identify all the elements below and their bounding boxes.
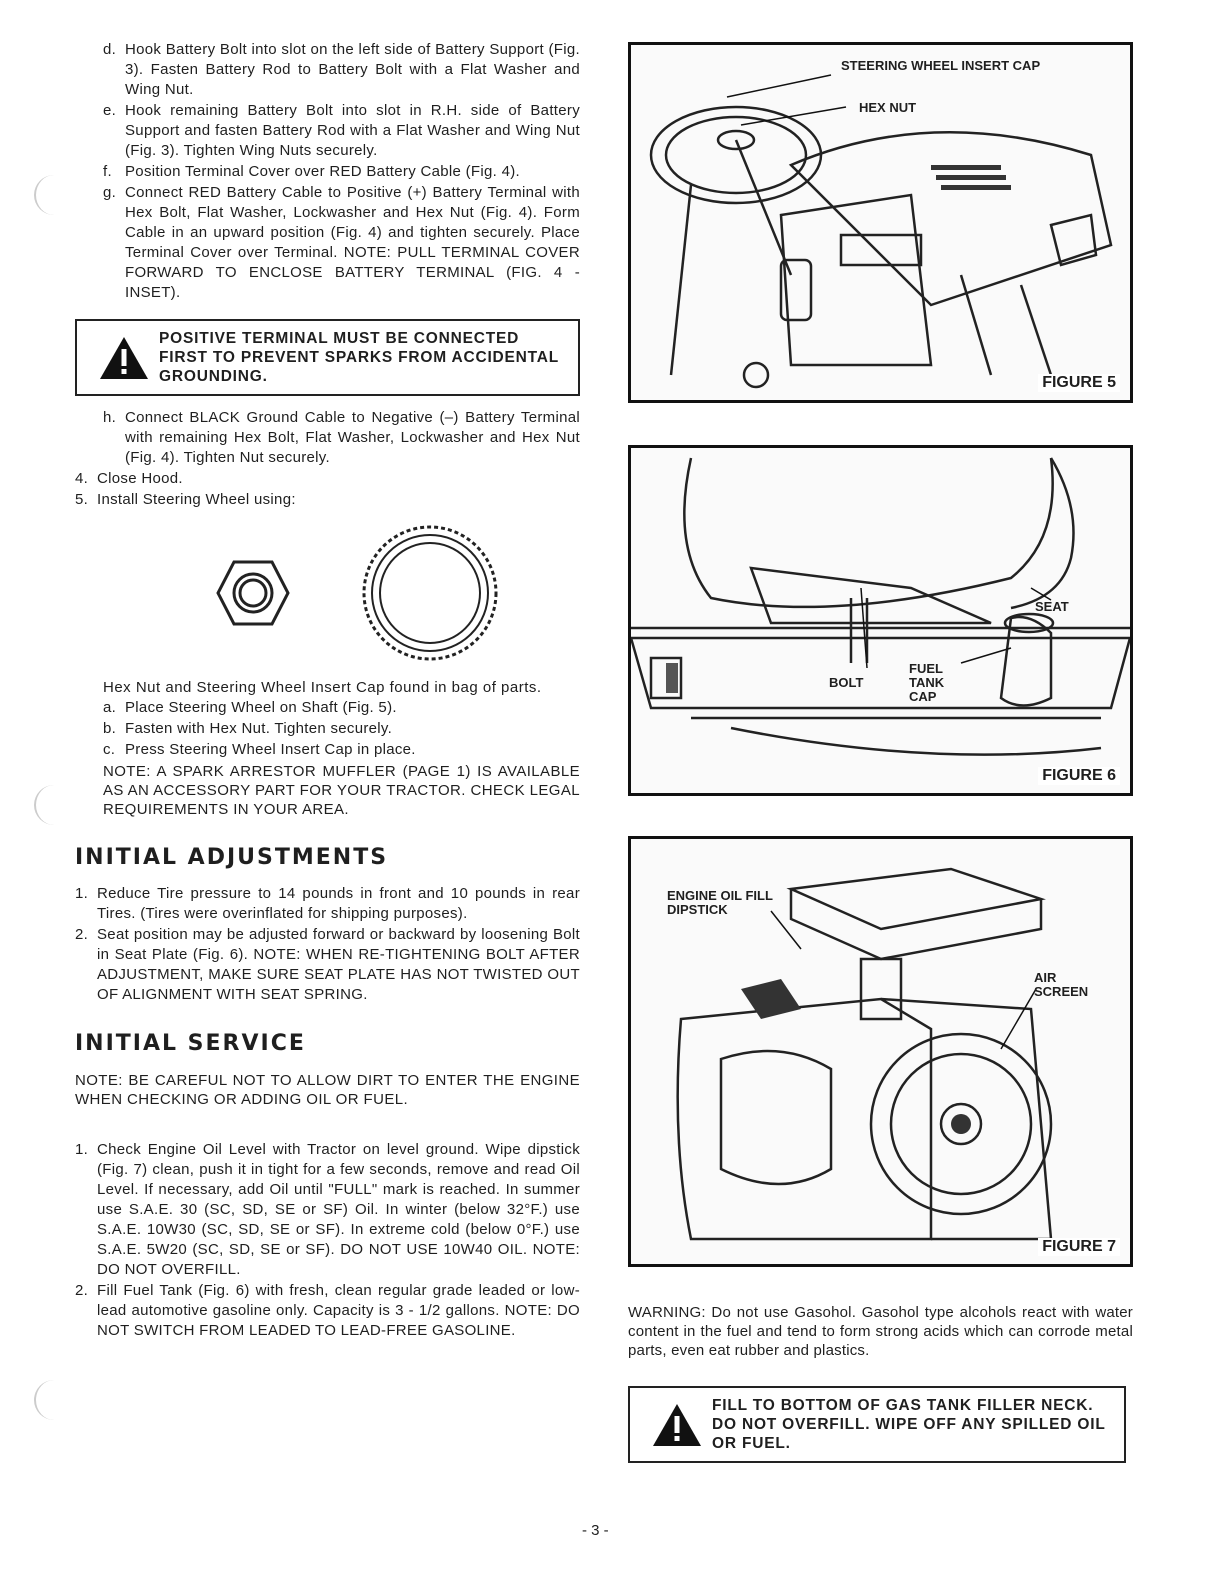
warning-text: POSITIVE TERMINAL MUST BE CONNECTED FIRST TO PREVENT SPARKS FROM ACCIDENTAL GROUNDING. bbox=[159, 330, 559, 385]
binder-hole bbox=[34, 785, 62, 825]
list-item: c. Press Steering Wheel Insert Cap in place. bbox=[103, 741, 416, 758]
figure-label: FIGURE 7 bbox=[1038, 1238, 1120, 1256]
list-item: a. Place Steering Wheel on Shaft (Fig. 5). bbox=[103, 699, 397, 716]
list-item: 2. Seat position may be adjusted forward or backward by loosening Bolt in Seat Plate (Fig. 6). NOTE: WHEN RE-TIGHTENING BOLT AFTER ADJUSTMENT, MAKE SURE SEAT PLATE HAS NOT TWISTED OUT OF ALIGNMENT WITH SEAT SPRING. bbox=[75, 926, 580, 1003]
service-note: NOTE: BE CAREFUL NOT TO ALLOW DIRT TO ENTER THE ENGINE WHEN CHECKING OR ADDING OIL OR FUEL. bbox=[75, 1072, 580, 1108]
tractor-steering-illustration bbox=[631, 45, 1130, 394]
list-item: 4. Close Hood. bbox=[75, 470, 183, 487]
gasohol-warning: WARNING: Do not use Gasohol. Gasohol type alcohols react with water content in the fuel and tend to form strong acids which can corrode metal parts, even eat rubber and plastics. bbox=[628, 1304, 1133, 1359]
binder-hole bbox=[34, 1380, 62, 1420]
list-item: b. Fasten with Hex Nut. Tighten securely. bbox=[103, 720, 393, 737]
warning-triangle-icon bbox=[642, 1402, 712, 1448]
callout-bolt: BOLT bbox=[829, 675, 864, 690]
figure-5 bbox=[628, 42, 1133, 403]
callout-dipstick: ENGINE OIL FILL DIPSTICK bbox=[667, 888, 773, 917]
warning-box-terminal bbox=[75, 319, 580, 396]
parts-illustration bbox=[135, 518, 580, 668]
section-heading-service: INITIAL SERVICE bbox=[75, 1031, 306, 1056]
callout-seat: SEAT bbox=[1035, 599, 1069, 614]
list-item: h. Connect BLACK Ground Cable to Negative (–) Battery Terminal with remaining Hex Bolt, Flat Washer, Lockwasher and Hex Nut (Fig. 4). Tighten Nut securely. bbox=[103, 409, 580, 466]
binder-hole bbox=[34, 175, 62, 215]
right-column bbox=[628, 40, 1133, 1475]
insert-cap-icon bbox=[360, 523, 500, 663]
figure-6 bbox=[628, 445, 1133, 796]
battery-steps bbox=[103, 40, 580, 303]
callout-hex-nut: HEX NUT bbox=[859, 100, 917, 115]
warning-box-fuel bbox=[628, 1386, 1126, 1463]
callout-air-screen: AIR SCREEN bbox=[1034, 970, 1089, 999]
list-item: g. Connect RED Battery Cable to Positive (+) Battery Terminal with Hex Bolt, Flat Washer, Lockwasher and Hex Nut (Fig. 4). Form Cable in an upward position (Fig. 4) and tighten securely. Place Terminal Cover over Terminal. NOTE: PULL TERMINAL COVER FORWARD TO ENCLOSE BATTERY TERMINAL (FIG. 4 - INSET). bbox=[103, 184, 580, 301]
callout-fuel-cap: FUEL TANK CAP bbox=[909, 661, 945, 704]
figure-label: FIGURE 5 bbox=[1038, 374, 1120, 392]
spark-arrestor-note: NOTE: A SPARK ARRESTOR MUFFLER (PAGE 1) IS AVAILABLE AS AN ACCESSORY PART FOR YOUR TRACTOR. CHECK LEGAL REQUIREMENTS IN YOUR AREA. bbox=[103, 763, 580, 818]
list-item: 2. Fill Fuel Tank (Fig. 6) with fresh, clean regular grade leaded or low-lead automotive gasoline only. Capacity is 3 - 1/2 gallons. NOTE: DO NOT SWITCH FROM LEADED TO LEAD-FREE GASOLINE. bbox=[75, 1282, 580, 1339]
list-item: e. Hook remaining Battery Bolt into slot in R.H. side of Battery Support and fasten Battery Rod with a Flat Washer and Wing Nut (Fig. 3). Tighten Wing Nuts securely. bbox=[103, 102, 580, 159]
list-item: 1. Reduce Tire pressure to 14 pounds in front and 10 pounds in rear Tires. (Tires were overinflated for shipping purposes). bbox=[75, 885, 580, 922]
warning-text: FILL TO BOTTOM OF GAS TANK FILLER NECK. DO NOT OVERFILL. WIPE OFF ANY SPILLED OIL OR FUEL. bbox=[712, 1397, 1106, 1452]
list-item: f. Position Terminal Cover over RED Battery Cable (Fig. 4). bbox=[103, 163, 520, 180]
list-item: 5. Install Steering Wheel using: bbox=[75, 491, 296, 508]
figure-label: FIGURE 6 bbox=[1038, 767, 1120, 785]
parts-note: Hex Nut and Steering Wheel Insert Cap found in bag of parts. bbox=[103, 679, 542, 696]
left-column bbox=[75, 40, 580, 1342]
page-number: - 3 - bbox=[582, 1522, 609, 1539]
warning-triangle-icon bbox=[89, 335, 159, 381]
list-item: 1. Check Engine Oil Level with Tractor on level ground. Wipe dipstick (Fig. 7) clean, push it in tight for a few seconds, remove and read Oil Level. If necessary, add Oil until "FULL" mark is reached. In summer use S.A.E. 30 (SC, SD, SE or SF) Oil. In winter (below 32°F.) use S.A.E. 10W30 (SC, SD, SE or SF). In extreme cold (below 0°F.) use S.A.E. 5W20 (SC, SD, SE or SF). DO NOT USE 10W40 OIL. NOTE: DO NOT OVERFILL. bbox=[75, 1141, 580, 1278]
figure-7 bbox=[628, 836, 1133, 1267]
list-item: d. Hook Battery Bolt into slot on the left side of Battery Support (Fig. 3). Fasten Battery Rod to Battery Bolt with a Flat Washer and Wing Nut. bbox=[103, 41, 580, 98]
hex-nut-icon bbox=[216, 560, 290, 626]
callout-insert-cap: STEERING WHEEL INSERT CAP bbox=[841, 58, 1041, 73]
section-heading-adjustments: INITIAL ADJUSTMENTS bbox=[75, 845, 389, 870]
seat-fuel-cap-illustration bbox=[631, 448, 1130, 787]
